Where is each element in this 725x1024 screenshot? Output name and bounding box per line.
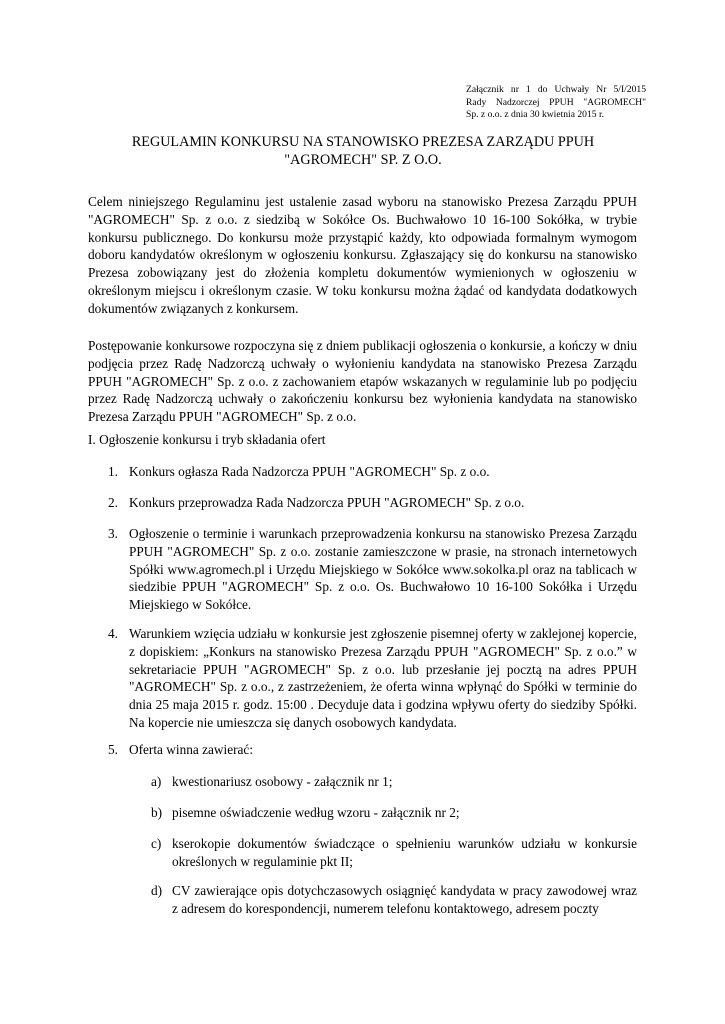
sub-list-item-letter: c)	[151, 836, 162, 851]
procedure-paragraph: Postępowanie konkursowe rozpoczyna się z dniem publikacji ogłoszenia o konkursie, a kończy w dniu podjęcia przez Radę Nadzorczą uchwały o wyłonieniu kandydata na stanowisko Prezesa Zarządu PPUH "AGROMECH" Sp. z o.o. z zachowaniem etapów wskazanych w regulaminie lub po podjęciu przez Radę Nadzorczą uchwały o zakończeniu konkursu bez wyłonienia kandydata na stanowisko Prezesa Zarządu PPUH "AGROMECH" Sp. z o.o.	[88, 338, 637, 425]
list-item-text: Oferta winna zawierać:	[129, 742, 254, 757]
attachment-note-line: Sp. z o.o. z dnia 30 kwietnia 2015 r.	[466, 109, 605, 120]
list-item	[108, 741, 637, 759]
list-item	[108, 494, 637, 512]
sub-list-item-text: kwestionariusz osobowy - załącznik nr 1;	[172, 774, 393, 789]
sub-list-item	[151, 773, 637, 791]
list-item	[108, 525, 637, 614]
list-item-number: 1.	[108, 464, 118, 479]
intro-paragraph: Celem niniejszego Regulaminu jest ustalenie zasad wyboru na stanowisko Prezesa Zarządu PPUH "AGROMECH" Sp. z o.o. z siedzibą w Sokółce Os. Buchwałowo 10 16-100 Sokółka, w trybie konkursu publicznego. Do konkursu może przystąpić każdy, kto odpowiada formalnym wymogom doboru kandydatów określonym w ogłoszeniu konkursu. Zgłaszający się do konkursu na stanowisko Prezesa zobowiązany jest do złożenia kompletu dokumentów wymienionych w ogłoszeniu w określonym miejscu i określonym czasie. W toku konkursu można żądać od kandydata dodatkowych dokumentów związanych z konkursem.	[88, 194, 637, 316]
list-item-number: 2.	[108, 495, 118, 510]
title-line: REGULAMIN KONKURSU NA STANOWISKO PREZESA ZARZĄDU PPUH	[131, 134, 595, 150]
title-line: "AGROMECH" SP. Z O.O.	[284, 151, 442, 168]
sub-list-item	[151, 835, 637, 871]
sub-list-item-letter: b)	[151, 805, 163, 820]
sub-list-item-text: pisemne oświadczenie według wzoru - załącznik nr 2;	[172, 805, 460, 820]
attachment-note	[466, 84, 646, 122]
sub-list-item-letter: a)	[151, 774, 162, 789]
list-item-text: Warunkiem wzięcia udziału w konkursie jest zgłoszenie pisemnej oferty w zaklejonej kopercie, z dopiskiem: „Konkurs na stanowisko Prezesa Zarządu PPUH "AGROMECH" Sp. z o.o.” w sekretariacie PPUH "AGROMECH" Sp. z o.o. lub przesłanie jej pocztą na adres PPUH "AGROMECH" Sp. z o.o., z zastrzeżeniem, że oferta winna wpłynąć do Spółki w terminie do dnia 25 maja 2015 r. godz. 15:00 . Decyduje data i godzina wpływu oferty do siedziby Spółki. Na kopercie nie umieszcza się danych osobowych kandydata.	[129, 626, 637, 730]
sub-list-item-text: kserokopie dokumentów świadczące o spełnieniu warunków udziału w konkursie określonych w regulaminie pkt II;	[172, 836, 637, 869]
list-item-number: 5.	[108, 742, 118, 757]
list-item	[108, 625, 637, 732]
list-item	[108, 463, 637, 481]
attachment-note-line: Rady Nadzorczej PPUH "AGROMECH"	[466, 96, 646, 108]
document-title	[88, 134, 638, 169]
list-item-number: 4.	[108, 626, 118, 641]
section-heading: I. Ogłoszenie konkursu i tryb składania ofert	[88, 432, 326, 447]
sub-list-item	[151, 804, 637, 822]
list-item-number: 3.	[108, 526, 118, 541]
sub-list-item-letter: d)	[151, 883, 163, 898]
list-item-text: Konkurs przeprowadza Rada Nadzorcza PPUH "AGROMECH" Sp. z o.o.	[129, 495, 525, 510]
list-item-text: Konkurs ogłasza Rada Nadzorcza PPUH "AGROMECH" Sp. z o.o.	[129, 464, 490, 479]
sub-list-item-text: CV zawierające opis dotychczasowych osiągnięć kandydata w pracy zawodowej wraz z adresem do korespondencji, numerem telefonu kontaktowego, adresem poczty	[172, 883, 637, 916]
attachment-note-line: Załącznik nr 1 do Uchwały Nr 5/I/2015	[466, 84, 646, 95]
list-item-text: Ogłoszenie o terminie i warunkach przeprowadzenia konkursu na stanowisko Prezesa Zarządu PPUH "AGROMECH" Sp. z o.o. zostanie zamieszczone w prasie, na stronach internetowych Spółki www.agromech.pl i Urzędu Miejskiego w Sokółce www.sokolka.pl oraz na tablicach w siedzibie PPUH "AGROMECH" Sp. z o.o. Os. Buchwałowo 10 16-100 Sokółka i Urzędu Miejskiego w Sokółce.	[129, 526, 637, 613]
sub-list-item	[151, 882, 637, 918]
